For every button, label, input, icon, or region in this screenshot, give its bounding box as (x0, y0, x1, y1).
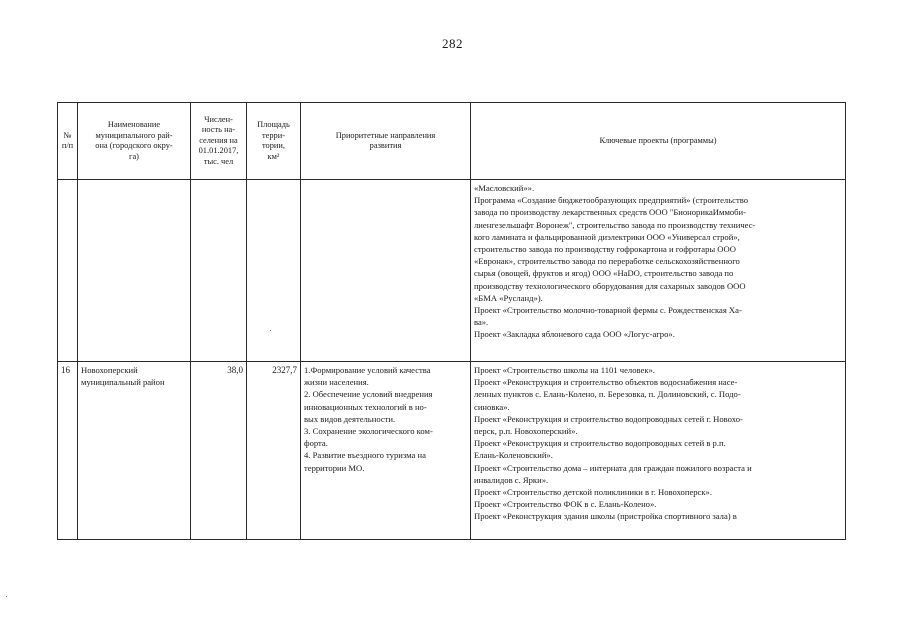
cell-population (191, 180, 247, 362)
header-number: № п/п (58, 103, 78, 180)
cell-key-projects: Проект «Строительство школы на 1101 человек». Проект «Реконструкция и строительство объектов водоснабжения насе- ленных пунктов с. Елань-Колено, п. Березовка, п. Долиновский, с. Подо- синовка». Проект «Реконструкция и строительство водопроводных сетей г. Новохо- перск, р.п. Новохоперский». Проект «Реконструкция и строительство водопроводных сетей в р.п. Елань-Коленовский». Проект «Строительство дома – интерната для граждан пожилого возраста и инвалидов с. Ярки». Проект «Строительство детской поликлиники в г. Новохоперск». Проект «Строительство ФОК в с. Елань-Колено». Проект «Реконструкция здания школы (пристройка спортивного зала) в (471, 362, 846, 540)
cell-population: 38,0 (191, 362, 247, 540)
table-header-row (58, 103, 846, 180)
header-priority-directions: Приоритетные направления развития (301, 103, 471, 180)
cell-priority-directions (301, 180, 471, 362)
cell-priority-directions: 1.Формирование условий качества жизни населения. 2. Обеспечение условий внедрения инновационных технологий в но- вых видов деятельности. 3. Сохранение экологического ком- форта. 4. Развитие въездного туризма на территории МО. (301, 362, 471, 540)
header-area: Площадь терри- тории, км² (247, 103, 301, 180)
scan-speck (6, 596, 7, 597)
cell-municipality-name (78, 180, 191, 362)
cell-area: 2327,7 (247, 362, 301, 540)
header-municipality-name: Наименование муниципального рай- она (городского окру- га) (78, 103, 191, 180)
cell-municipality-name: Новохоперский муниципальный район (78, 362, 191, 540)
table-row (58, 180, 846, 362)
cell-area (247, 180, 301, 362)
header-population: Числен- ность на- селения на 01.01.2017, тыс. чел (191, 103, 247, 180)
cell-number: 16 (58, 362, 78, 540)
cell-number (58, 180, 78, 362)
scan-speck (270, 330, 271, 331)
cell-key-projects: «Масловский»». Программа «Создание бюджетообразующих предприятий» (строительство завода по производству лекарственных средств ООО "БионорикаИммоби- лиенгезельшафт Воронеж", строительство завода по производству техничес- кого ламината и фальцированной диэлектрики ООО «Универсал строй», строительство завода по производству гофрокартона и гофротары ООО «Евронак», строительство завода по переработке сельскохозяйственного сырья (овощей, фруктов и ягод) ООО «НаDО, строительство завода по производству технологического оборудования для сахарных заводов ООО «БМА «Русланд»). Проект «Строительство молочно-товарной фермы с. Рождественская Ха- ва». Проект «Закладка яблоневого сада ООО «Логус-агро». (471, 180, 846, 362)
page-number: 282 (442, 36, 463, 51)
municipal-projects-table (57, 102, 846, 540)
table-row (58, 362, 846, 540)
header-key-projects: Ключевые проекты (программы) (471, 103, 846, 180)
